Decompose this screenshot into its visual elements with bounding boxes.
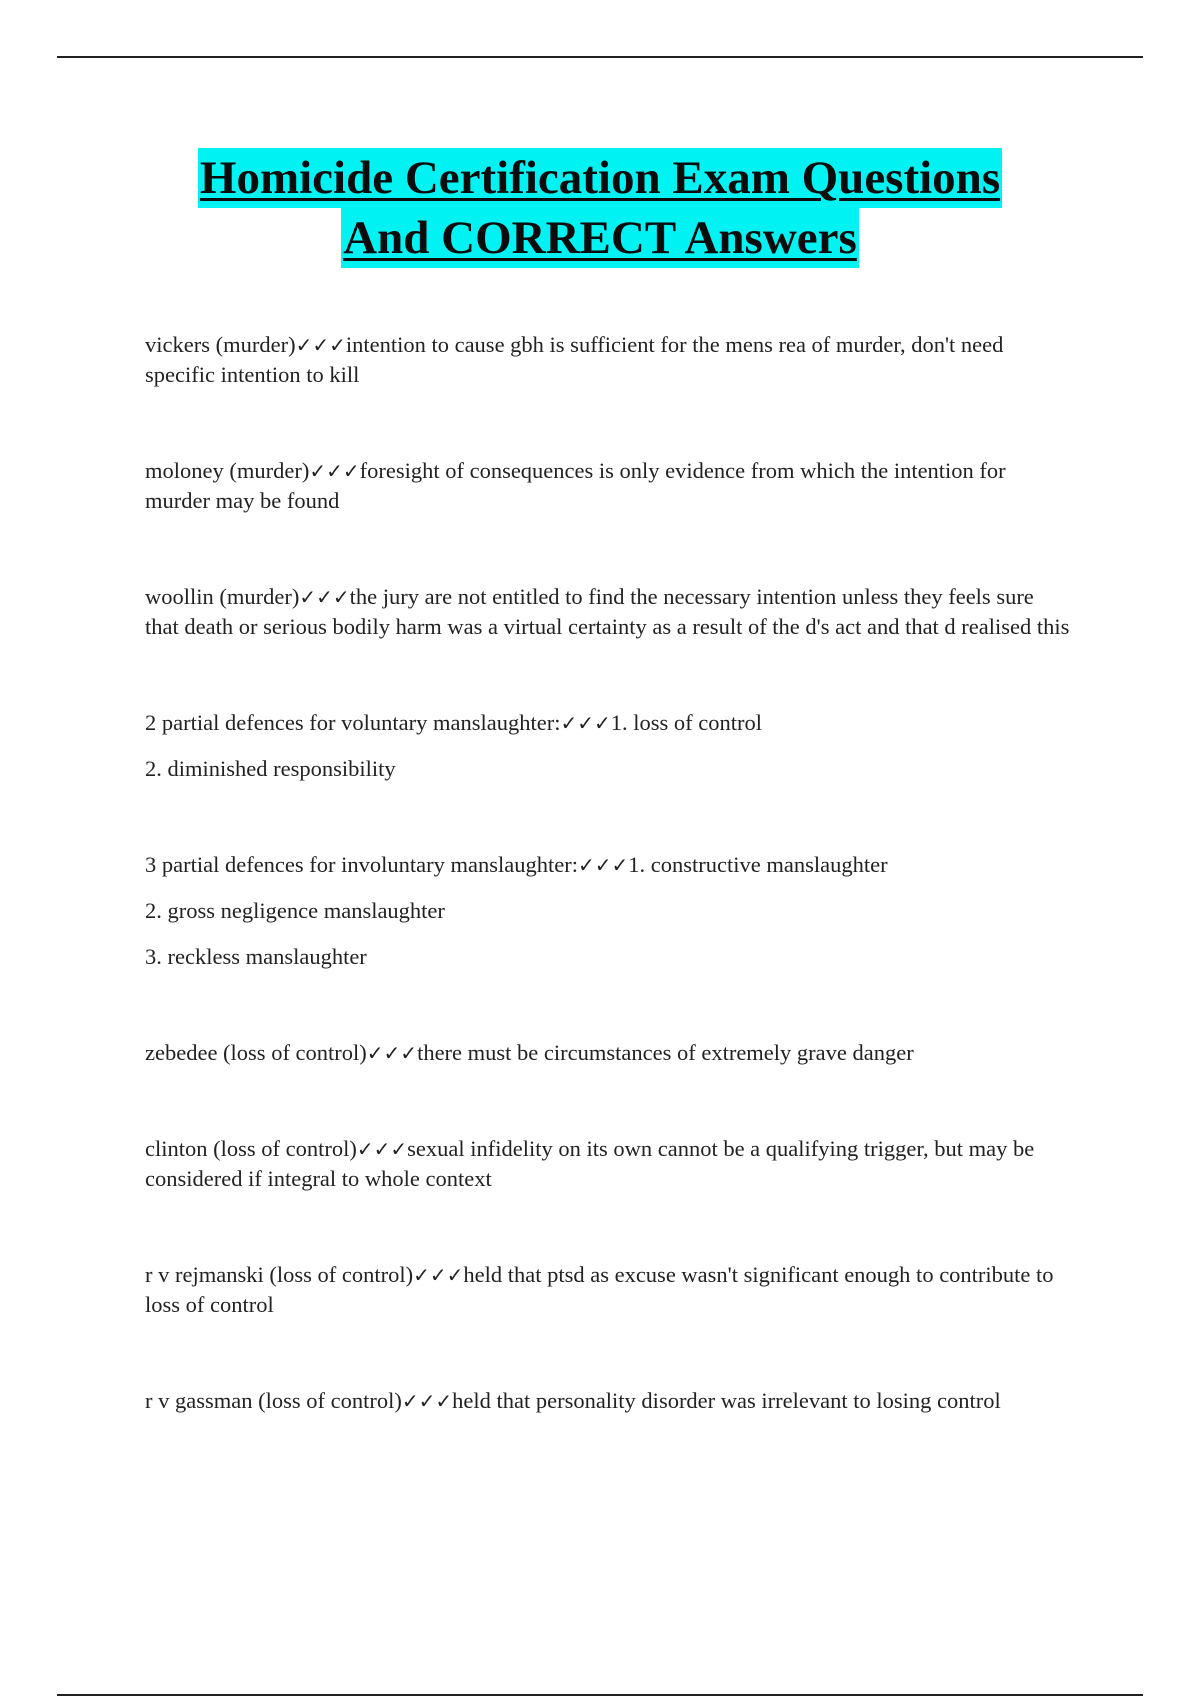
qa-item — [145, 708, 1070, 784]
answer-continuation: 3. reckless manslaughter — [145, 944, 367, 969]
qa-item — [145, 330, 1070, 390]
qa-item — [145, 1038, 1070, 1068]
answer-continuation: 2. gross negligence manslaughter — [145, 898, 445, 923]
qa-main-line — [145, 1134, 1070, 1194]
checkmarks-icon: ✓✓✓ — [356, 1137, 408, 1161]
checkmarks-icon: ✓✓✓ — [577, 853, 629, 877]
qa-list — [145, 330, 1070, 1482]
answer-text: 1. constructive manslaughter — [628, 852, 888, 877]
answer-continuation: 2. diminished responsibility — [145, 756, 396, 781]
qa-main-line — [145, 582, 1070, 642]
checkmarks-icon: ✓✓✓ — [299, 585, 350, 609]
checkmarks-icon: ✓✓✓ — [309, 459, 360, 483]
qa-item — [145, 582, 1070, 642]
qa-item — [145, 1386, 1070, 1416]
bottom-rule — [57, 1694, 1143, 1696]
qa-main-line — [145, 456, 1070, 516]
answer-text: foresight of consequences is only evidence from which the intention for murder may be found — [145, 458, 1006, 513]
checkmarks-icon: ✓✓✓ — [366, 1041, 418, 1065]
answer-text: held that personality disorder was irrelevant to losing control — [452, 1388, 1001, 1413]
answer-text: the jury are not entitled to find the necessary intention unless they feels sure that death or serious bodily harm was a virtual certainty as a result of the d's act and that d realised this — [145, 584, 1070, 639]
qa-main-line — [145, 850, 1070, 880]
checkmarks-icon: ✓✓✓ — [295, 333, 346, 357]
answer-text: there must be circumstances of extremely grave danger — [417, 1040, 914, 1065]
title-line-1: Homicide Certification Exam Questions — [198, 148, 1002, 208]
checkmarks-icon: ✓✓✓ — [413, 1263, 464, 1287]
top-rule — [57, 56, 1143, 58]
question-text: vickers (murder) — [145, 332, 296, 357]
qa-main-line — [145, 1386, 1070, 1416]
question-text: 3 partial defences for involuntary manslaughter: — [145, 852, 578, 877]
qa-item — [145, 1134, 1070, 1194]
answer-text: held that ptsd as excuse wasn't significant enough to contribute to loss of control — [145, 1262, 1054, 1317]
answer-text: sexual infidelity on its own cannot be a qualifying trigger, but may be considered if integral to whole context — [145, 1136, 1035, 1191]
qa-item — [145, 456, 1070, 516]
question-text: r v gassman (loss of control) — [145, 1388, 402, 1413]
qa-main-line — [145, 330, 1070, 390]
qa-item — [145, 1260, 1070, 1320]
question-text: 2 partial defences for voluntary manslaughter: — [145, 710, 561, 735]
qa-main-line — [145, 1260, 1070, 1320]
qa-item — [145, 850, 1070, 972]
question-text: woollin (murder) — [145, 584, 300, 609]
answer-text: 1. loss of control — [610, 710, 763, 735]
title-line-2: And CORRECT Answers — [341, 208, 859, 268]
checkmarks-icon: ✓✓✓ — [401, 1389, 453, 1413]
question-text: zebedee (loss of control) — [145, 1040, 367, 1065]
question-text: moloney (murder) — [145, 458, 310, 483]
qa-main-line — [145, 1038, 1070, 1068]
question-text: clinton (loss of control) — [145, 1136, 357, 1161]
question-text: r v rejmanski (loss of control) — [145, 1262, 414, 1287]
document-title — [100, 148, 1100, 268]
checkmarks-icon: ✓✓✓ — [560, 711, 611, 735]
qa-main-line — [145, 708, 1070, 738]
answer-text: intention to cause gbh is sufficient for the mens rea of murder, don't need specific intention to kill — [145, 332, 1004, 387]
